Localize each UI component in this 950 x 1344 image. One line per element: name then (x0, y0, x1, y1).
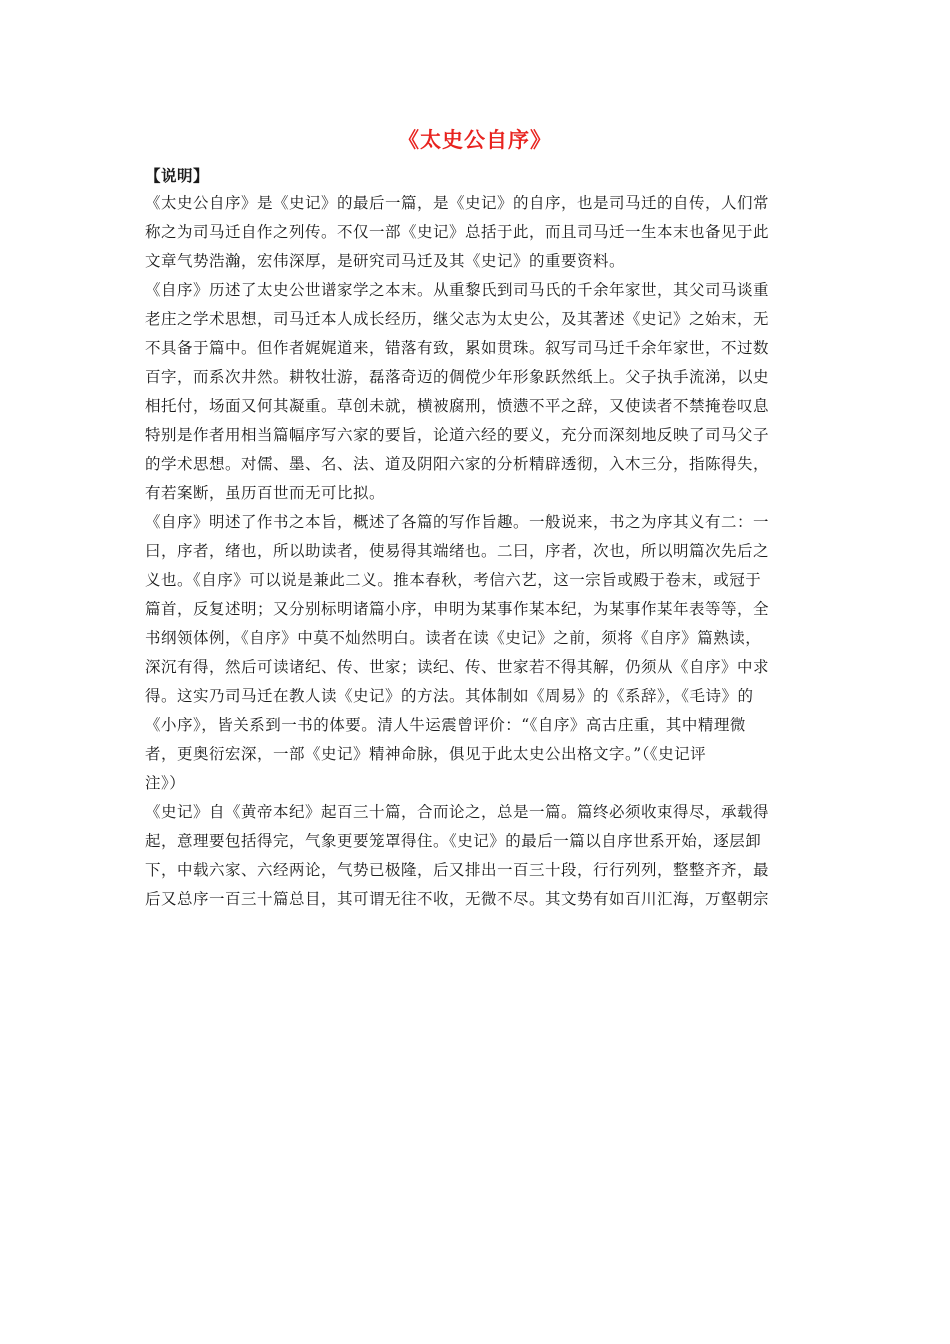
paragraph-4 (145, 798, 817, 914)
paragraph-line: 注》） (145, 774, 186, 792)
document-title: 《太史公自序》 (398, 128, 552, 152)
paragraph-line: 有若案断，虽历百世而无可比拟。 (145, 484, 386, 502)
paragraph-line: 者，更奥衍宏深，一部《史记》精神命脉，俱见于此太史公出格文字。”（《史记评 (145, 745, 707, 763)
paragraph-line: 《自序》明述了作书之本旨，概述了各篇的写作旨趣。一般说来，书之为序其义有二：一 (145, 513, 770, 531)
paragraph-line: 后又总序一百三十篇总目，其可谓无往不收，无微不尽。其文势有如百川汇海，万壑朝宗 (145, 890, 770, 908)
paragraph-line: 的学术思想。对儒、墨、名、法、道及阴阳六家的分析精辟透彻，入木三分，指陈得失， (145, 455, 770, 473)
paragraph-line: 称之为司马迁自作之列传。不仅一部《史记》总括于此，而且司马迁一生本末也备见于此 (145, 223, 770, 241)
document-body (145, 163, 817, 914)
paragraph-line: 百字，而系次井然。耕牧壮游，磊落奇迈的倜傥少年形象跃然纸上。父子执手流涕，以史 (145, 368, 770, 386)
paragraph-line: 《小序》，皆关系到一书的体要。清人牛运震曾评价：“《自序》高古庄重，其中精理微 (145, 716, 746, 734)
paragraph-line: 篇首，反复述明；又分别标明诸篇小序，申明为某事作某本纪，为某事作某年表等等，全 (145, 600, 770, 618)
paragraph-line: 不具备于篇中。但作者娓娓道来，错落有致，累如贯珠。叙写司马迁千余年家世，不过数 (145, 339, 770, 357)
paragraph-line: 义也。《自序》可以说是兼此二义。推本春秋，考信六艺，这一宗旨或殿于卷末，或冠于 (145, 571, 762, 589)
paragraph-3 (145, 508, 817, 798)
paragraph-1 (145, 189, 817, 276)
paragraph-line: 下，中载六家、六经两论，气势已极隆，后又排出一百三十段，行行列列，整整齐齐，最 (145, 861, 770, 879)
paragraph-line: 书纲领体例，《自序》中莫不灿然明白。读者在读《史记》之前，须将《自序》篇熟读， (145, 629, 762, 647)
paragraph-2 (145, 276, 817, 508)
paragraph-line: 起，意理要包括得完，气象更要笼罩得住。《史记》的最后一篇以自序世系开始，逐层卸 (145, 832, 762, 850)
paragraph-line: 特别是作者用相当篇幅序写六家的要旨，论道六经的要义，充分而深刻地反映了司马父子 (145, 426, 770, 444)
paragraph-line: 《自序》历述了太史公世谱家学之本末。从重黎氏到司马氏的千余年家世，其父司马谈重 (145, 281, 770, 299)
paragraph-line: 曰，序者，绪也，所以助读者，使易得其端绪也。二曰，序者，次也，所以明篇次先后之 (145, 542, 770, 560)
paragraph-line: 《太史公自序》是《史记》的最后一篇，是《史记》的自序，也是司马迁的自传，人们常 (145, 194, 770, 212)
paragraph-line: 相托付，场面又何其凝重。草创未就，横被腐刑，愤懑不平之辞，又使读者不禁掩卷叹息 (145, 397, 770, 415)
paragraph-line: 深沉有得，然后可读诸纪、传、世家；读纪、传、世家若不得其解，仍须从《自序》中求 (145, 658, 770, 676)
paragraph-line: 老庄之学术思想，司马迁本人成长经历，继父志为太史公，及其著述《史记》之始末，无 (145, 310, 770, 328)
paragraph-line: 文章气势浩瀚，宏伟深厚，是研究司马迁及其《史记》的重要资料。 (145, 252, 626, 270)
paragraph-line: 《史记》自《黄帝本纪》起百三十篇，合而论之，总是一篇。篇终必须收束得尽，承载得 (145, 803, 770, 821)
section-heading: 【说明】 (145, 166, 210, 185)
paragraph-line: 得。这实乃司马迁在教人读《史记》的方法。其体制如《周易》的《系辞》，《毛诗》的 (145, 687, 754, 705)
